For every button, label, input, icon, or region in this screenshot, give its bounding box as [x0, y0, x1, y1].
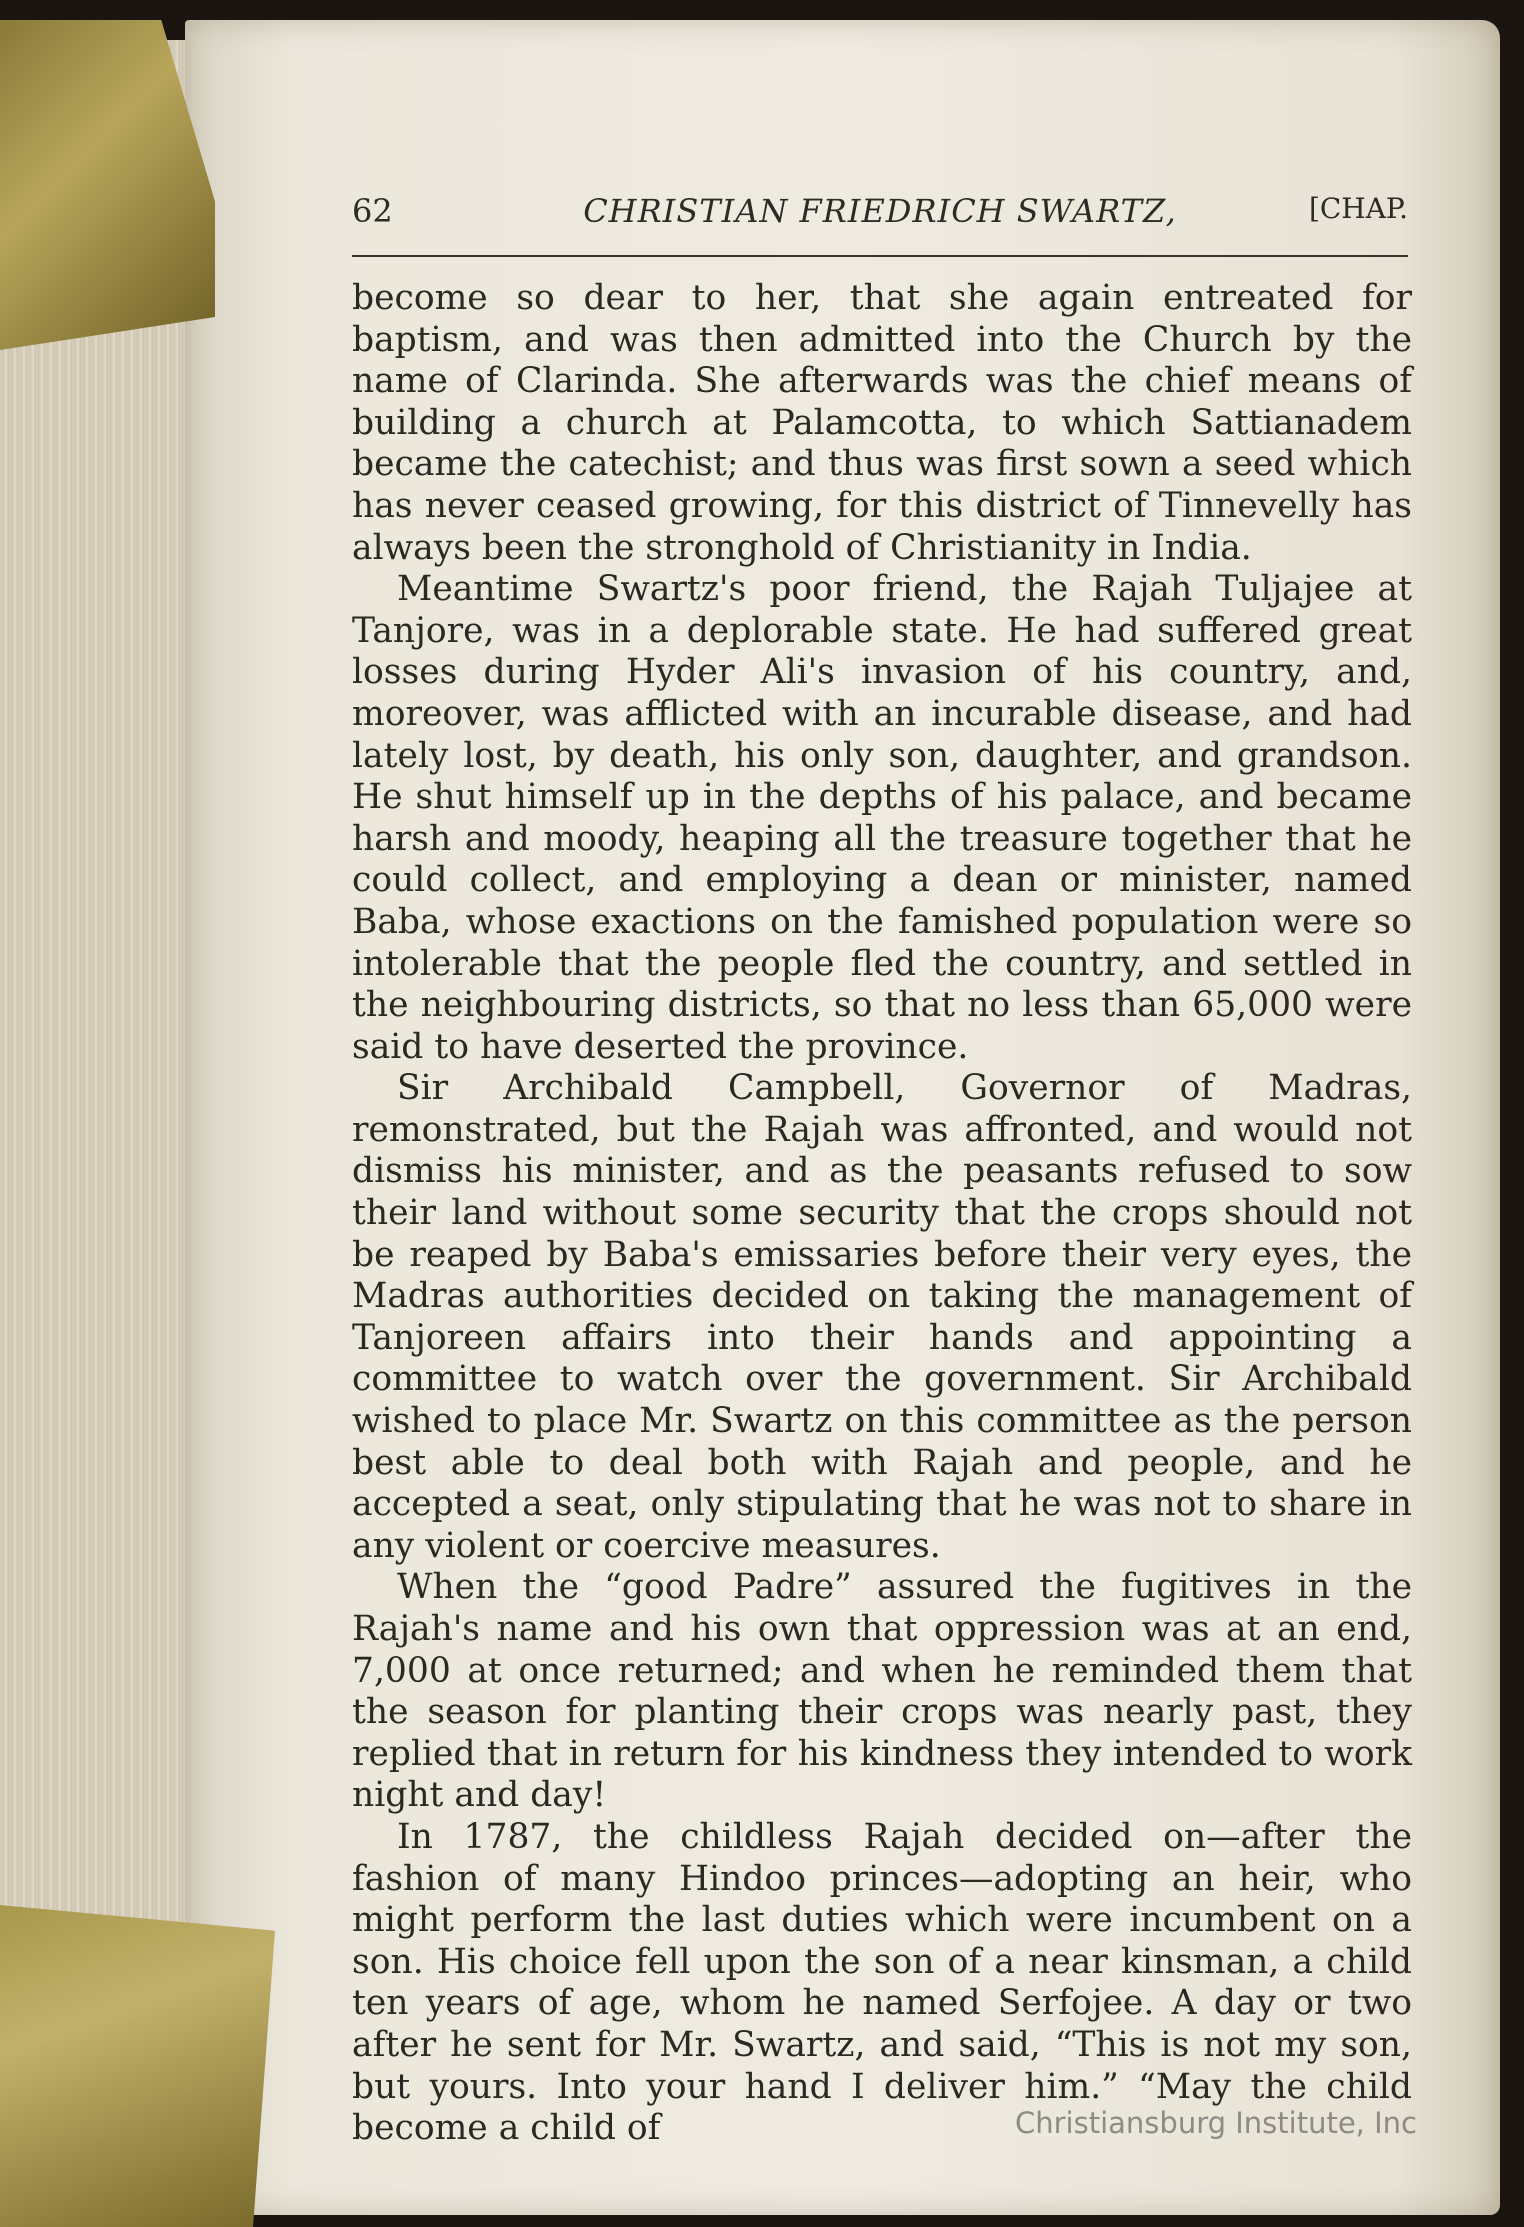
body-text	[352, 278, 1412, 2150]
running-title: CHRISTIAN FRIEDRICH SWARTZ,	[583, 192, 1177, 230]
paragraph: Meantime Swartz's poor friend, the Rajah Tuljajee at Tanjore, was in a deplorable state. He had suffered great losses during Hyder Ali's invasion of his country, and, moreover, was afflicted with an incurable disease, and had lately lost, by death, his only son, daughter, and grandson. He shut himself up in the depths of his palace, and became harsh and moody, heaping all the treasure together that he could collect, and employing a dean or minister, named Baba, whose exactions on the famished population were so intolerable that the people fled the country, and settled in the neighbouring districts, so that no less than 65,000 were said to have deserted the province.	[352, 569, 1412, 1067]
paragraph: become so dear to her, that she again entreated for baptism, and was then admitted into the Church by the name of Clarinda. She afterwards was the chief means of building a church at Palamcotta, to which Sattianadem became the catechist; and thus was first sown a seed which has never ceased growing, for this district of Tinnevelly has always been the stronghold of Christianity in India.	[352, 278, 1412, 568]
watermark: Christiansburg Institute, Inc	[1015, 2106, 1417, 2140]
paragraph: When the “good Padre” assured the fugitives in the Rajah's name and his own that oppression was at an end, 7,000 at once returned; and when he reminded them that the season for planting their crops was nearly past, they replied that in return for his kindness they intended to work night and day!	[352, 1567, 1412, 1816]
page-number: 62	[352, 192, 393, 230]
paragraph: In 1787, the childless Rajah decided on—after the fashion of many Hindoo princes—adopting an heir, who might perform the last duties which were incumbent on a son. His choice fell upon the son of a near kinsman, a child ten years of age, whom he named Serfojee. A day or two after he sent for Mr. Swartz, and said, “This is not my son, but yours. Into your hand I deliver him.” “May the child become a child of	[352, 1816, 1412, 2149]
chapter-marker: [CHAP.	[1308, 192, 1408, 225]
header-rule	[352, 255, 1408, 257]
paragraph: Sir Archibald Campbell, Governor of Madras, remonstrated, but the Rajah was affronted, and would not dismiss his minister, and as the peasants refused to sow their land without some security that the crops should not be reaped by Baba's emissaries before their very eyes, the Madras authorities decided on taking the management of Tanjoreen affairs into their hands and appointing a committee to watch over the government. Sir Archibald wished to place Mr. Swartz on this committee as the person best able to deal both with Rajah and people, and he accepted a seat, only stipulating that he was not to share in any violent or coercive measures.	[352, 1068, 1412, 1566]
page-header	[352, 188, 1408, 238]
bottom-binder-clip	[0, 1905, 275, 2227]
